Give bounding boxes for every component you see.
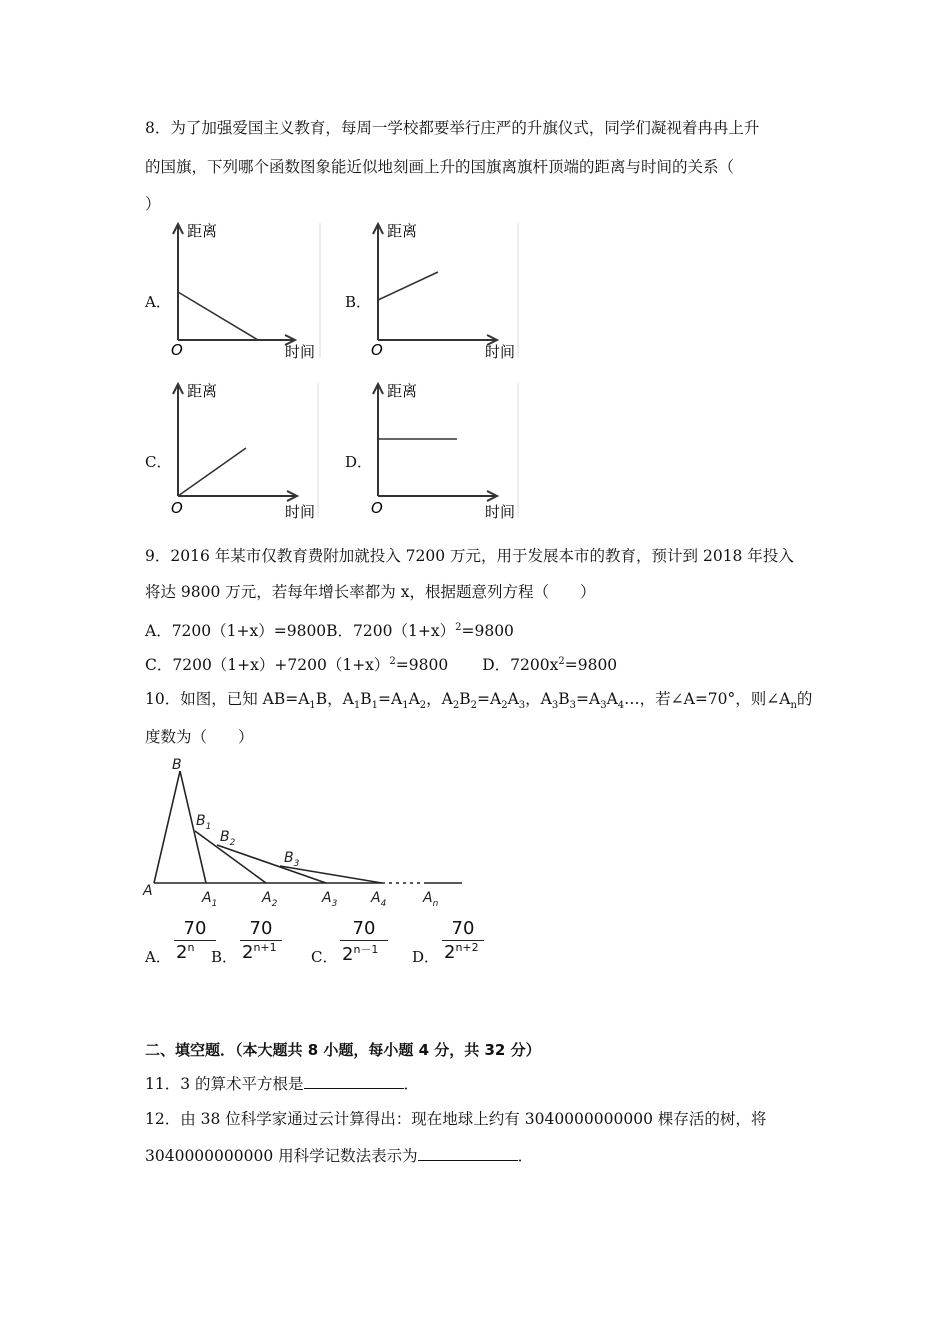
graph-a-xlabel: 时间: [285, 343, 316, 361]
label-an: $A_n$: [423, 890, 439, 909]
graph-c-line: [178, 448, 246, 496]
graph-b-line: [378, 272, 438, 300]
q9-option-c: C．$7200(1+x)+7200(1+x)^2=9800$: [145, 656, 449, 675]
q10-option-d-fraction: 70 $2^{n+2}$: [440, 918, 486, 962]
q8-graph-b: [365, 218, 525, 363]
q10-option-b-fraction: 70 $2^{n+1}$: [238, 918, 284, 962]
label-a4: $A_4$: [371, 890, 387, 909]
graph-a-origin: O: [171, 341, 183, 359]
q12-line2: 3040000000000 用科学记数法表示为 ．: [145, 1147, 534, 1165]
q9-option-a: A．7200（1+x）=9800: [145, 622, 327, 641]
q10-option-a-fraction: 70 2$^n$: [172, 918, 218, 962]
graph-c-xlabel: 时间: [285, 503, 316, 521]
q10-option-c-label: C．: [311, 948, 338, 966]
q10-option-a-label: A．: [145, 948, 171, 966]
label-b2: $B_2$: [220, 829, 236, 848]
graph-c-ylabel: 距离: [187, 382, 218, 400]
q10-triangle-figure: [140, 755, 470, 910]
q8-line1: 8．为了加强爱国主义教育，每周一学校都要举行庄严的升旗仪式，同学们凝视着冉冉上升: [145, 119, 760, 137]
q12-answer-blank[interactable]: [418, 1146, 518, 1161]
graph-d-xlabel: 时间: [485, 503, 516, 521]
q9-line1: 9．2016 年某市仅教育费附加就投入 7200 万元，用于发展本市的教育，预计到 2018 年投入: [145, 547, 794, 565]
q8-graph-c: [165, 378, 325, 523]
q9-options-row1: [145, 618, 514, 641]
label-a1: $A_1$: [202, 890, 218, 909]
q9-option-d: D．$7200x^2=9800$: [482, 656, 618, 675]
q8-line2: 的国旗，下列哪个函数图象能近似地刻画上升的国旗离旗杆顶端的距离与时间的关系（: [145, 158, 735, 176]
q8-option-c-label: C．: [145, 453, 172, 471]
graph-d-ylabel: 距离: [387, 382, 418, 400]
graph-d-origin: O: [371, 499, 383, 517]
section2-heading: 二、填空题．（本大题共 8 小题，每小题 4 分，共 32 分）: [145, 1041, 541, 1059]
label-a2: $A_2$: [262, 890, 278, 909]
graph-b-xlabel: 时间: [485, 343, 516, 361]
q9-option-b: B．$7200(1+x)^2=9800$: [326, 622, 514, 641]
q10-option-c-fraction: 70 $2^{n-1}$: [338, 918, 390, 962]
q8-option-d-label: D．: [345, 453, 373, 471]
label-a: A: [143, 883, 153, 899]
q12-line1: 12．由 38 位科学家通过云计算得出：现在地球上约有 3040000000000 棵存活的树，将: [145, 1110, 767, 1128]
q11-line: 11．3 的算术平方根是 ．: [145, 1075, 420, 1093]
label-b: B: [172, 757, 182, 773]
q9-line2: 将达 9800 万元，若每年增长率都为 x，根据题意列方程（ ）: [145, 583, 596, 601]
q8-option-b-label: B．: [345, 293, 372, 311]
q10-line1: 10．如图，已知 $AB=A_1B$，$A_1B_1=A_1A_2$，$A_2B_2=A_2A_3$，$A_3B_3=A_3A_4\dots$，若∠A=70°，则$\angle A_n$的: [145, 690, 813, 712]
graph-b-ylabel: 距离: [387, 222, 418, 240]
q8-line3: ）: [145, 195, 161, 213]
q10-option-b-label: B．: [211, 948, 238, 966]
label-a3: $A_3$: [322, 890, 338, 909]
q8-graph-a: [165, 218, 325, 363]
q9-options-row2: [145, 652, 617, 675]
label-b1: $B_1$: [196, 813, 212, 832]
graph-b-origin: O: [371, 341, 383, 359]
q8-graph-d: [365, 378, 525, 523]
graph-a-line: [178, 292, 258, 340]
q11-answer-blank[interactable]: [304, 1074, 404, 1089]
q10-line2: 度数为（ ）: [145, 728, 254, 746]
q10-option-d-label: D．: [412, 948, 440, 966]
graph-a-ylabel: 距离: [187, 222, 218, 240]
graph-c-origin: O: [171, 499, 183, 517]
label-b3: $B_3$: [284, 850, 300, 869]
q8-option-a-label: A．: [145, 293, 171, 311]
